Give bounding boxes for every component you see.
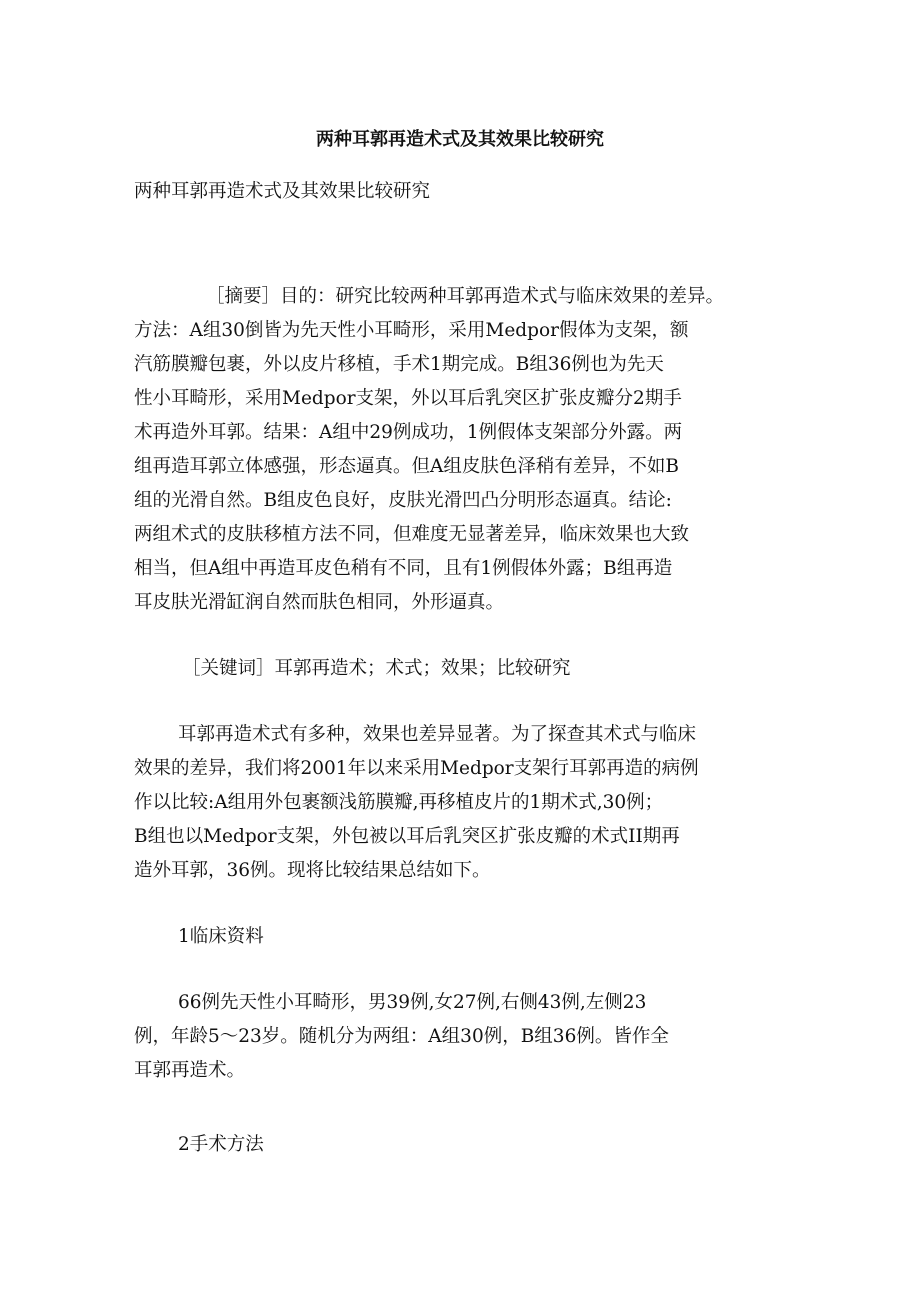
section2-heading-block [134, 1128, 264, 1162]
abstract-line: 两组术式的皮肤移植方法不同，但难度无显著差异，临床效果也大致 [134, 524, 690, 545]
intro-line: 效果的差异，我们将2001年以来采用Medpor支架行耳郭再造的病例 [134, 758, 699, 779]
keywords-paragraph [134, 652, 571, 686]
abstract-line: 相当，但A组中再造耳皮色稍有不同，且有1例假体外露；B组再造 [134, 558, 673, 579]
abstract-line: 汽筋膜瓣包裹，外以皮片移植，手术1期完成。B组36例也为先天 [134, 354, 664, 375]
abstract-paragraph [134, 280, 724, 620]
keywords-line: ［关键词］耳郭再造术；术式；效果；比较研究 [182, 658, 571, 679]
intro-line: 作以比较:A组用外包裹额浅筋膜瓣,再移植皮片的1期术式,30例； [134, 792, 664, 813]
intro-paragraph [134, 718, 699, 888]
intro-line: 造外耳郭，36例。现将比较结果总结如下。 [134, 860, 491, 881]
abstract-line: 组的光滑自然。B组皮色良好，皮肤光滑凹凸分明形态逼真。结论: [134, 490, 672, 511]
document-subtitle: 两种耳郭再造术式及其效果比较研究 [134, 181, 431, 202]
section1-line: 耳郭再造术。 [134, 1060, 246, 1081]
abstract-line: 方法：A组30倒皆为先天性小耳畸形，采用Medpor假体为支架，额 [134, 320, 689, 341]
section2-heading: 2手术方法 [178, 1134, 264, 1155]
document-title: 两种耳郭再造术式及其效果比较研究 [316, 129, 604, 150]
section1-line: 66例先天性小耳畸形，男39例,女27例,右侧43例,左侧23 [178, 992, 647, 1013]
section1-paragraph [134, 986, 669, 1088]
abstract-line: 术再造外耳郭。结果：A组中29例成功，1例假体支架部分外露。两 [134, 422, 683, 443]
section1-line: 例，年龄5～23岁。随机分为两组：A组30例，B组36例。皆作全 [134, 1026, 669, 1047]
section1-heading: 1临床资料 [178, 926, 264, 947]
abstract-line: 性小耳畸形，采用Medpor支架，外以耳后乳突区扩张皮瓣分2期手 [134, 388, 682, 409]
abstract-line: 耳皮肤光滑缸润自然而肤色相同，外形逼真。 [134, 592, 505, 613]
abstract-line: 组再造耳郭立体感强，形态逼真。但A组皮肤色泽稍有差异，不如B [134, 456, 679, 477]
intro-line: B组也以Medpor支架，外包被以耳后乳突区扩张皮瓣的术式II期再 [134, 826, 680, 847]
intro-line: 耳郭再造术式有多种，效果也差异显著。为了探查其术式与临床 [178, 724, 697, 745]
section1-heading-block [134, 920, 264, 954]
abstract-line: ［摘要］目的：研究比较两种耳郭再造术式与临床效果的差异。 [206, 286, 725, 307]
